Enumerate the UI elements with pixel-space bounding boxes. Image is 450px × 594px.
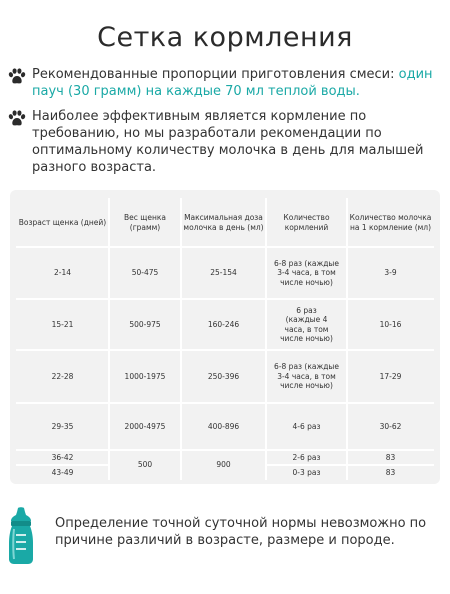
table-cell: 0-3 раз <box>292 467 321 477</box>
table-cell: 6-8 раз (каждые 3-4 часа, в том числе ночью) <box>274 258 339 287</box>
table-cell: 2-14 <box>53 268 72 278</box>
table-cell: 36-42 <box>51 452 74 462</box>
page-title: Сетка кормления <box>97 22 353 53</box>
table-cell: 25-154 <box>210 268 237 278</box>
table-cell: 17-29 <box>379 371 402 381</box>
table-cell: 160-246 <box>207 319 240 329</box>
header-age: Возраст щенка (дней) <box>18 217 107 227</box>
header-feedings: Количество кормлений <box>283 213 330 232</box>
table-cell: 3-9 <box>384 268 397 278</box>
paw-icon <box>8 68 26 85</box>
header-weight: Вес щенка (грамм) <box>124 213 166 232</box>
note-proportions-main: Рекомендованные пропорции приготовления смеси: <box>32 67 395 82</box>
table-cell: 10-16 <box>379 319 402 329</box>
paw-icon <box>8 110 26 127</box>
table-cell: 500-975 <box>129 319 161 329</box>
table-cell: 400-896 <box>207 421 240 431</box>
table-cell: 250-396 <box>207 371 240 381</box>
table-cell: 50-475 <box>131 268 159 278</box>
table-cell: 29-35 <box>51 421 74 431</box>
table-cell: 30-62 <box>379 421 402 431</box>
table-cell: 43-49 <box>51 467 74 477</box>
note-proportions-highlight: один пауч (30 грамм) на каждые 70 мл теплой воды. <box>32 67 433 99</box>
table-cell: 22-28 <box>51 371 74 381</box>
table-cell: 6-8 раз (каждые 3-4 часа, в том числе ночью) <box>274 362 339 391</box>
note-recommendation-text: Наиболее эффективным является кормление по требованию, но мы разработали рекомендации по оптимальному количеству молочка в день для малышей разного возраста. <box>32 109 424 175</box>
table-cell: 6 раз (каждые 4 часа, в том числе ночью) <box>280 305 333 343</box>
table-cell: 1000-1975 <box>124 371 166 381</box>
table-cell: 2000-4975 <box>124 421 166 431</box>
header-per-feeding: Количество молочка на 1 кормление (мл) <box>349 213 432 232</box>
table-cell: 83 <box>385 452 396 462</box>
table-cell: 4-6 раз <box>292 421 321 431</box>
note-proportions <box>8 66 444 100</box>
header-max-dose: Максимальная доза молочка в день (мл) <box>183 213 264 232</box>
table-cell-merged: 500 <box>137 460 153 470</box>
footer-note: Определение точной суточной нормы невозможно по причине различий в возрасте, размере и породе. <box>55 516 427 548</box>
note-proportions-text <box>32 66 444 100</box>
baby-bottle-icon <box>6 507 36 565</box>
table-cell: 2-6 раз <box>292 452 321 462</box>
feeding-table <box>10 190 440 484</box>
table-cell: 15-21 <box>51 319 74 329</box>
note-recommendation <box>8 108 444 176</box>
table-cell: 83 <box>385 467 396 477</box>
table-cell-merged: 900 <box>216 460 231 470</box>
